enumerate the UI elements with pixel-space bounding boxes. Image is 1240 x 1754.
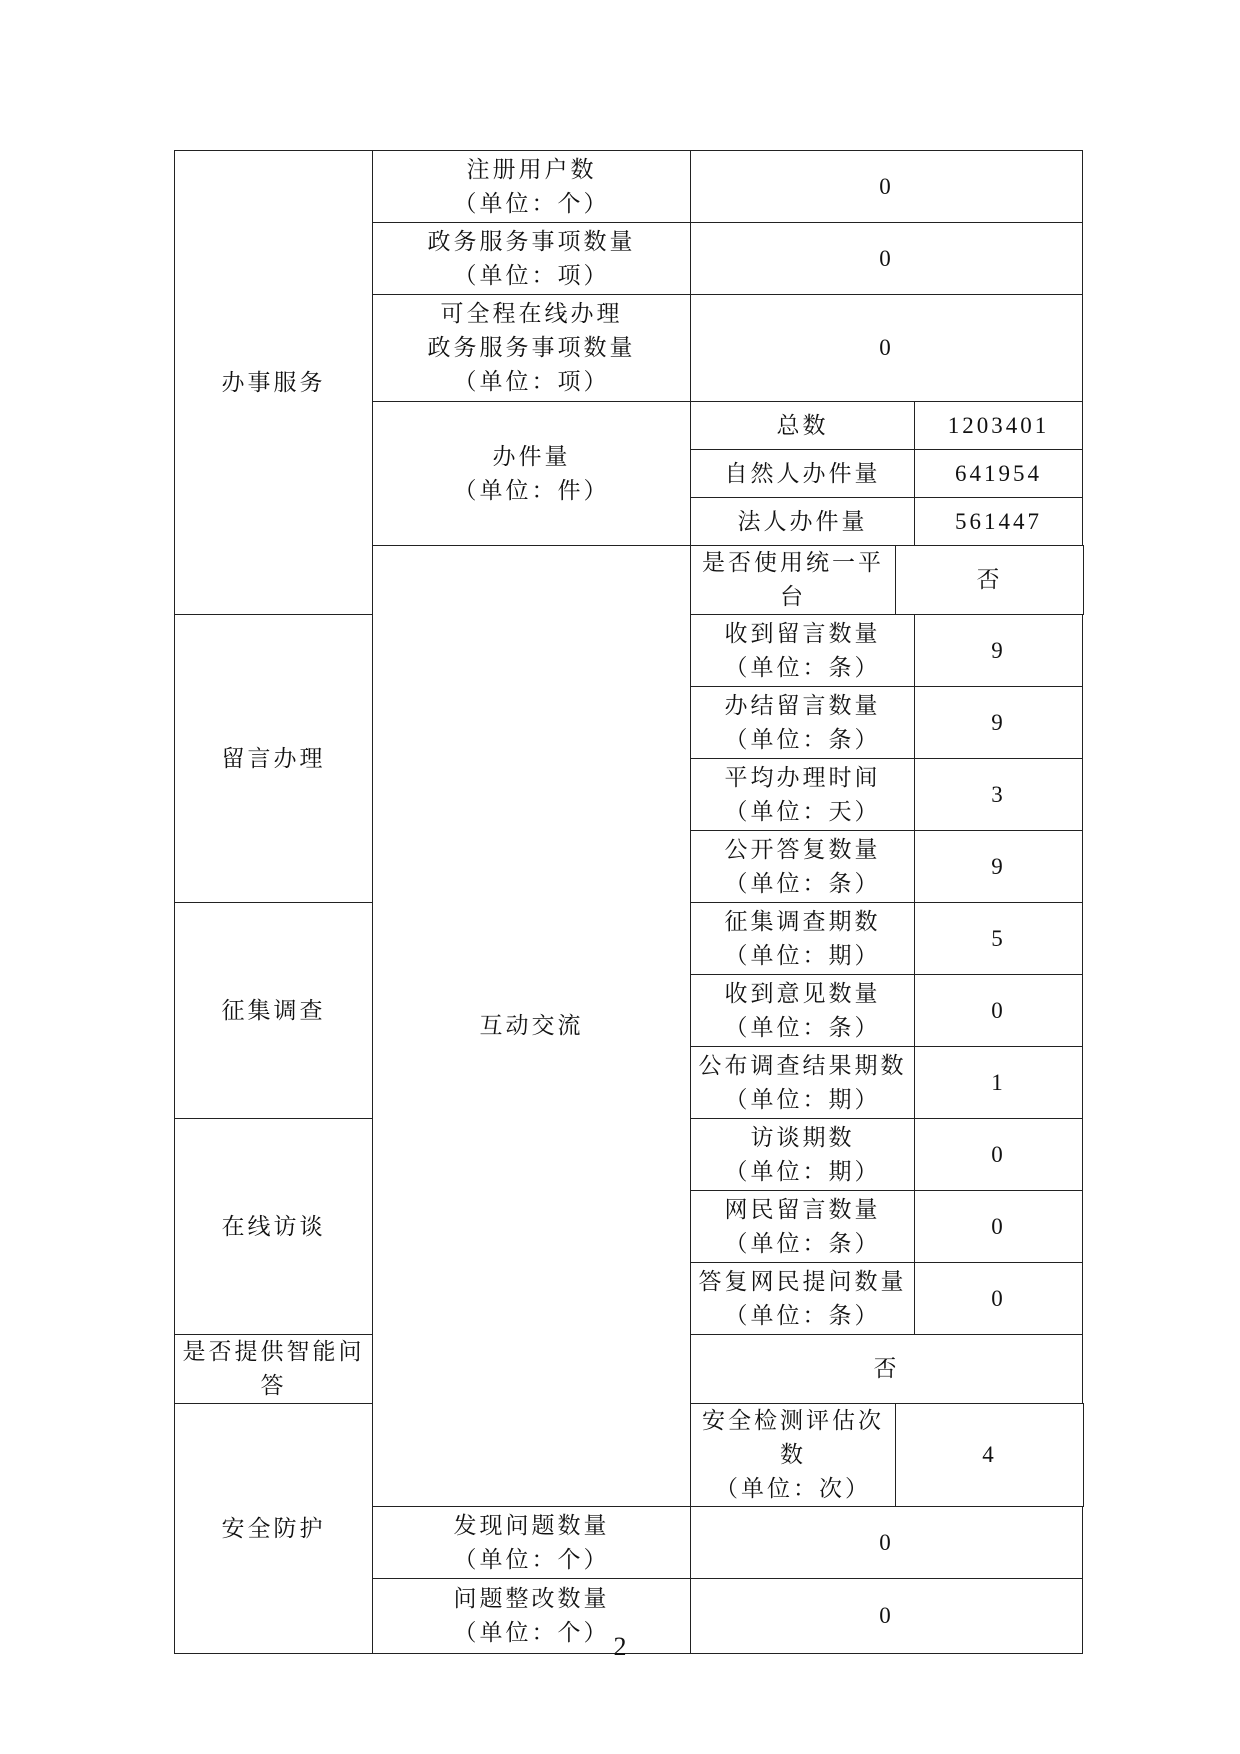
interview-periods-value: 0 <box>915 1119 1083 1191</box>
interview-replies-value: 0 <box>915 1263 1083 1335</box>
security-checks-value: 4 <box>896 1404 1084 1507</box>
cases-label: 办件量 （单位：件） <box>373 402 691 546</box>
messages-label: 留言办理 <box>175 615 373 903</box>
messages-public-reply-value: 9 <box>915 831 1083 903</box>
messages-received-label: 收到留言数量 （单位：条） <box>691 615 915 687</box>
service-items-label: 政务服务事项数量 （单位：项） <box>373 223 691 295</box>
statistics-table <box>174 150 1084 1654</box>
survey-opinions-value: 0 <box>915 975 1083 1047</box>
survey-label: 征集调查 <box>175 903 373 1119</box>
cases-total-label: 总数 <box>691 402 915 450</box>
survey-periods-label: 征集调查期数 （单位：期） <box>691 903 915 975</box>
category-interaction: 互动交流 <box>373 546 691 1507</box>
security-fixes-value: 0 <box>691 1579 1083 1654</box>
interview-replies-label: 答复网民提问数量 （单位：条） <box>691 1263 915 1335</box>
security-fixes-label: 问题整改数量 （单位：个） <box>373 1579 691 1654</box>
unified-platform-label: 是否使用统一平台 <box>691 546 896 615</box>
cases-legal-value: 561447 <box>915 498 1083 546</box>
interview-messages-label: 网民留言数量 （单位：条） <box>691 1191 915 1263</box>
security-issues-label: 发现问题数量 （单位：个） <box>373 1507 691 1579</box>
online-items-label: 可全程在线办理 政务服务事项数量 （单位：项） <box>373 295 691 402</box>
cases-legal-label: 法人办件量 <box>691 498 915 546</box>
messages-closed-value: 9 <box>915 687 1083 759</box>
messages-closed-label: 办结留言数量 （单位：条） <box>691 687 915 759</box>
messages-received-value: 9 <box>915 615 1083 687</box>
messages-public-reply-label: 公开答复数量 （单位：条） <box>691 831 915 903</box>
interview-periods-label: 访谈期数 （单位：期） <box>691 1119 915 1191</box>
page-number: 2 <box>613 1632 627 1661</box>
smart-qa-value: 否 <box>691 1335 1083 1404</box>
interview-label: 在线访谈 <box>175 1119 373 1335</box>
messages-avg-time-value: 3 <box>915 759 1083 831</box>
registered-users-label: 注册用户数 （单位：个） <box>373 151 691 223</box>
smart-qa-label: 是否提供智能问答 <box>175 1335 373 1404</box>
survey-results-value: 1 <box>915 1047 1083 1119</box>
security-issues-value: 0 <box>691 1507 1083 1579</box>
cases-total-value: 1203401 <box>915 402 1083 450</box>
registered-users-value: 0 <box>691 151 1083 223</box>
cases-natural-value: 641954 <box>915 450 1083 498</box>
messages-avg-time-label: 平均办理时间 （单位：天） <box>691 759 915 831</box>
survey-periods-value: 5 <box>915 903 1083 975</box>
online-items-value: 0 <box>691 295 1083 402</box>
security-checks-label: 安全检测评估次数 （单位：次） <box>691 1404 896 1507</box>
service-items-value: 0 <box>691 223 1083 295</box>
survey-opinions-label: 收到意见数量 （单位：条） <box>691 975 915 1047</box>
interview-messages-value: 0 <box>915 1191 1083 1263</box>
category-office: 办事服务 <box>175 151 373 615</box>
category-security: 安全防护 <box>175 1404 373 1654</box>
unified-platform-value: 否 <box>896 546 1084 615</box>
cases-natural-label: 自然人办件量 <box>691 450 915 498</box>
survey-results-label: 公布调查结果期数 （单位：期） <box>691 1047 915 1119</box>
